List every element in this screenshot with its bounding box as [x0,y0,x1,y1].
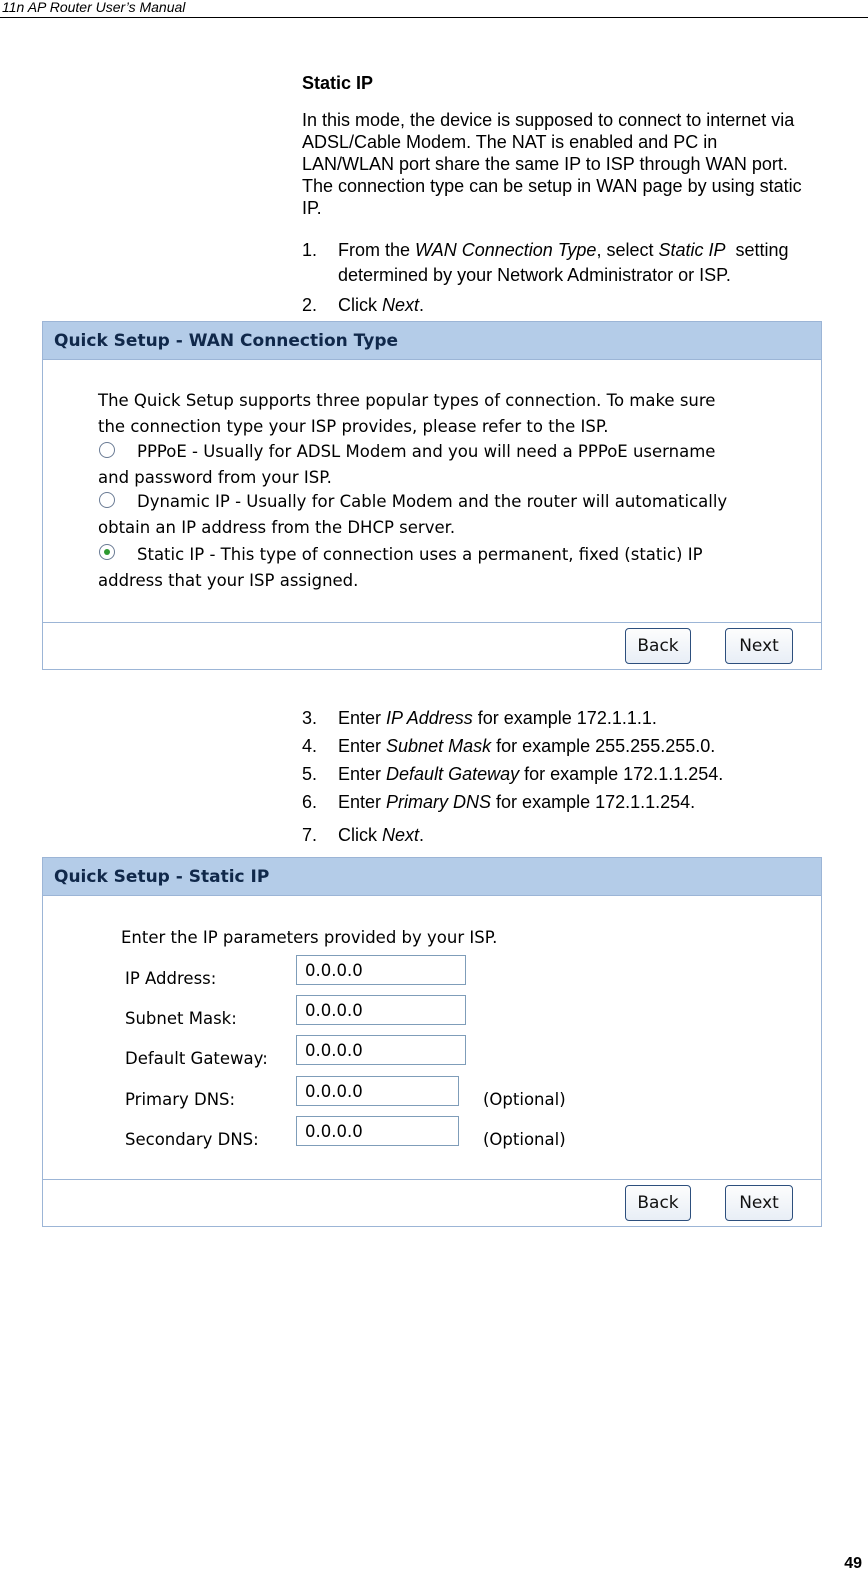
step-text: From the [338,240,416,260]
wan-connection-type-panel [42,321,822,670]
step-text: Click [338,825,382,845]
step-2 [302,294,424,316]
step-text: Enter [338,792,387,812]
paragraph-line: ADSL/Cable Modem. The NAT is enabled and PC in [302,132,718,152]
static-ip-radio[interactable] [99,544,115,560]
intro-line: The Quick Setup supports three popular types of connection. To make sure [98,391,716,410]
step-number: 5. [302,764,318,784]
step-1-continued: determined by your Network Administrator or ISP. [338,265,731,285]
pppoe-option-label: PPPoE - Usually for ADSL Modem and you will need a PPPoE username [137,442,716,461]
paragraph-line: LAN/WLAN port share the same IP to ISP through WAN port. [302,154,788,174]
step-5 [302,763,723,785]
page-header [0,0,868,18]
panel-header [43,322,821,360]
back-button[interactable]: Back [625,628,691,664]
step-text: for example 255.255.255.0. [491,736,716,756]
step-number: 4. [302,736,318,756]
intro-line: the connection type your ISP provides, please refer to the ISP. [98,416,609,436]
static-ip-option-label: Static IP - This type of connection uses a permanent, fixed (static) IP [137,545,703,564]
step-text: Enter [338,764,387,784]
next-button[interactable]: Next [725,1185,793,1221]
paragraph-line: The connection type can be setup in WAN page by using static [302,176,802,196]
step-emphasis: Static IP [658,240,726,260]
default-gateway-label: Default Gateway: [125,1049,268,1068]
step-3 [302,707,657,729]
default-gateway-input[interactable] [296,1035,466,1065]
ip-address-label: IP Address: [125,969,217,988]
step-text: . [419,295,425,315]
paragraph-line: In this mode, the device is supposed to connect to internet via [302,110,795,130]
step-text: for example 172.1.1.254. [519,764,724,784]
section-paragraph [302,109,802,219]
secondary-dns-input[interactable] [296,1116,459,1146]
step-number: 3. [302,708,318,728]
panel-footer [43,622,821,669]
manual-title: 11n AP Router User’s Manual [2,0,186,15]
dynamic-ip-option-label: Dynamic IP - Usually for Cable Modem and the router will automatically [137,492,728,511]
section-title: Static IP [302,73,374,93]
next-button[interactable]: Next [725,628,793,664]
step-emphasis: Next [382,295,420,315]
step-1 [302,239,789,261]
page-number: 49 [844,1555,862,1572]
step-emphasis: Subnet Mask [386,736,492,756]
primary-dns-input[interactable] [296,1076,459,1106]
subnet-mask-input[interactable] [296,995,466,1025]
subnet-mask-label: Subnet Mask: [125,1009,237,1028]
step-text: Enter [338,708,387,728]
step-4 [302,735,715,757]
panel-footer [43,1179,821,1226]
back-button[interactable]: Back [625,1185,691,1221]
panel-intro [98,388,715,439]
step-number: 6. [302,792,318,812]
dynamic-ip-radio[interactable] [99,492,115,508]
step-emphasis: Primary DNS [386,792,492,812]
ip-address-input[interactable] [296,955,466,985]
step-emphasis: WAN Connection Type [415,240,597,260]
pppoe-radio[interactable] [99,442,115,458]
dynamic-ip-option-desc: obtain an IP address from the DHCP server. [98,518,456,537]
primary-dns-optional-note: (Optional) [483,1090,566,1109]
step-number: 2. [302,295,318,315]
panel-title: Quick Setup - Static IP [54,867,270,887]
panel-intro: Enter the IP parameters provided by your ISP. [121,928,498,947]
step-text: for example 172.1.1.1. [472,708,657,728]
panel-header [43,858,821,896]
step-emphasis: IP Address [386,708,473,728]
step-text: , select [596,240,659,260]
static-ip-option-desc: address that your ISP assigned. [98,571,359,590]
step-number: 7. [302,825,318,845]
step-text: for example 172.1.1.254. [491,792,696,812]
step-text: . [419,825,425,845]
pppoe-option-desc: and password from your ISP. [98,468,332,487]
step-text: Click [338,295,382,315]
panel-title: Quick Setup - WAN Connection Type [54,331,399,351]
primary-dns-label: Primary DNS: [125,1090,236,1109]
step-6 [302,791,695,813]
paragraph-line: IP. [302,198,322,218]
step-text: Enter [338,736,387,756]
secondary-dns-label: Secondary DNS: [125,1130,259,1149]
step-text: setting [725,240,789,260]
step-7 [302,824,424,846]
step-emphasis: Next [382,825,420,845]
static-ip-panel [42,857,822,1227]
secondary-dns-optional-note: (Optional) [483,1130,566,1149]
step-number: 1. [302,240,318,260]
step-emphasis: Default Gateway [386,764,520,784]
